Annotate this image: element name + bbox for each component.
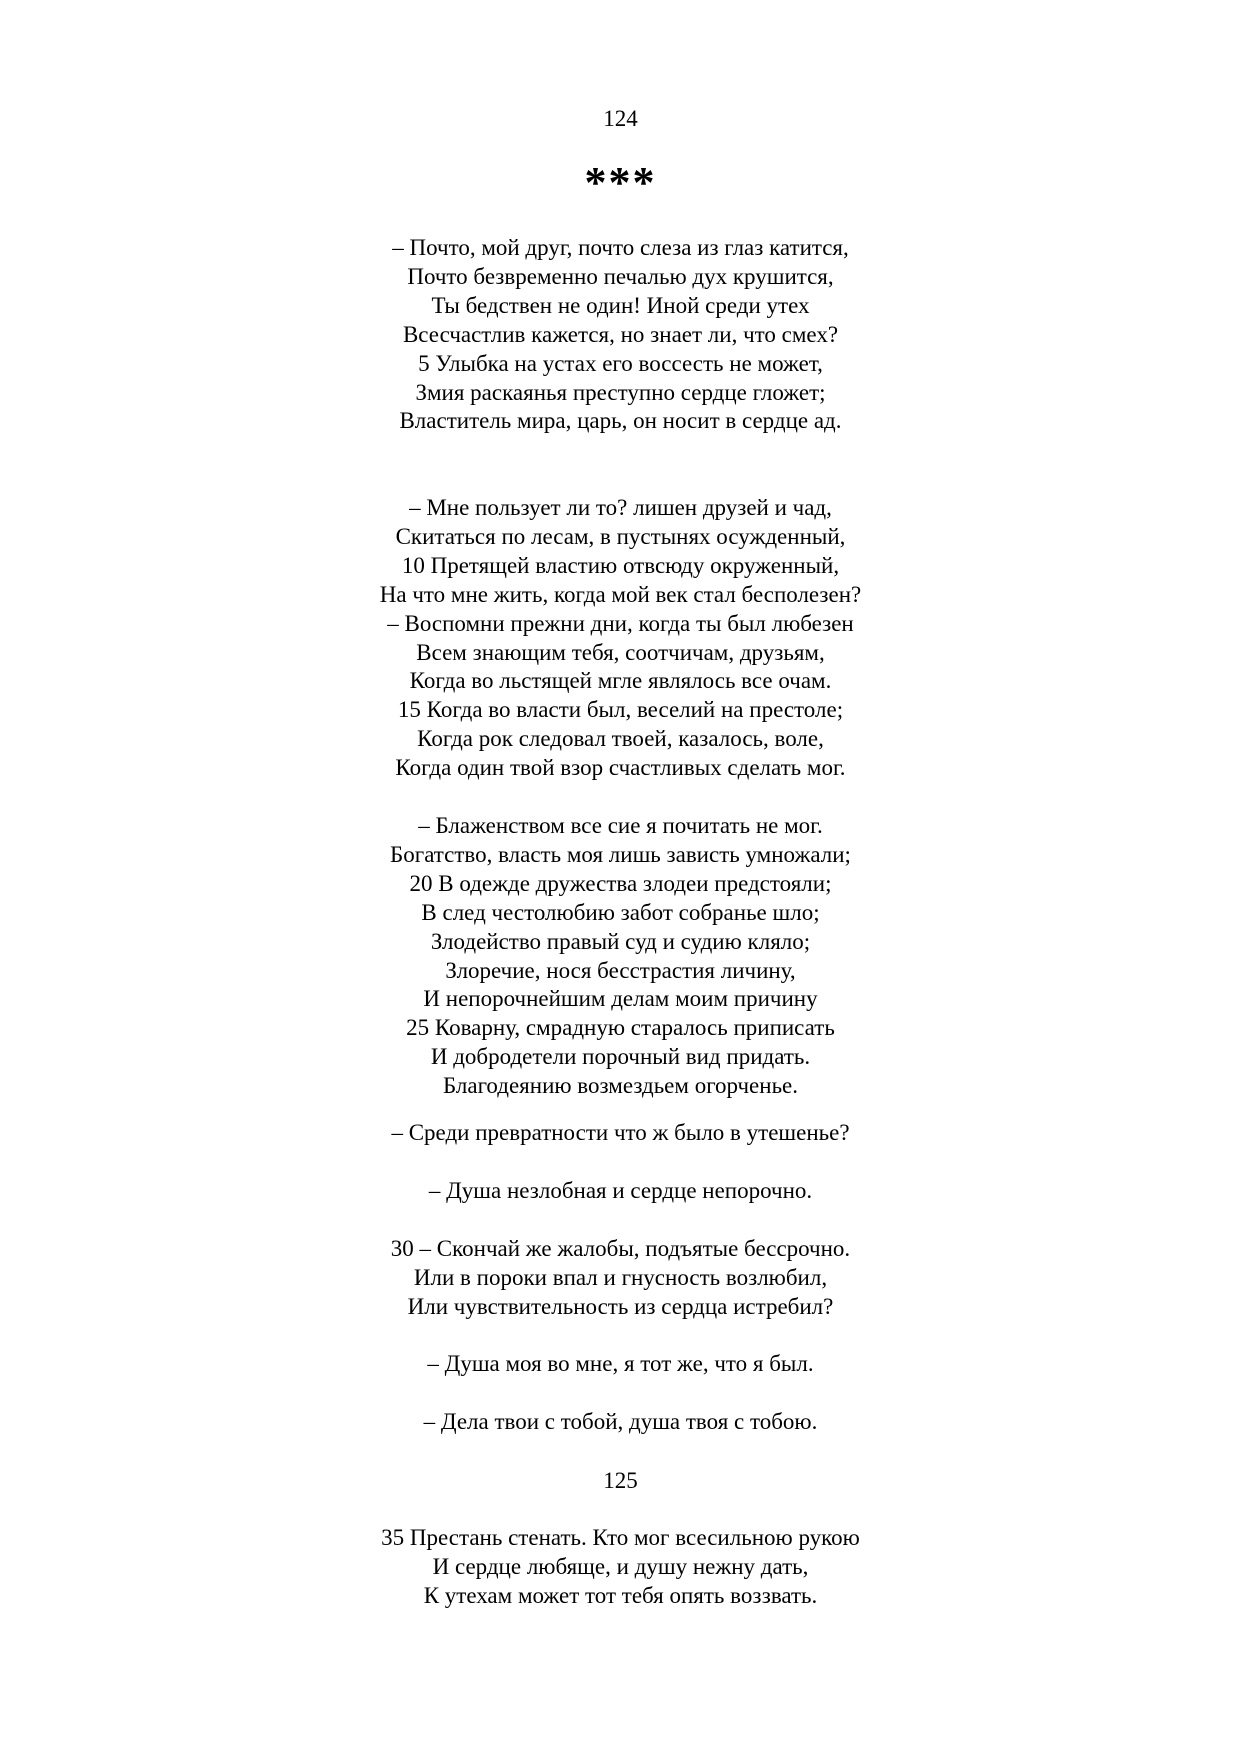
stanza-7 bbox=[0, 1350, 1241, 1379]
verse-line: Ты бедствен не один! Иной среди утех bbox=[431, 292, 810, 318]
verse-line: Всесчастлив кажется, но знает ли, что смех? bbox=[402, 321, 839, 347]
verse-line: 25 Коварну, смрадную старалось приписать bbox=[406, 1015, 835, 1041]
verse-line: Скитаться по лесам, в пустынях осужденный, bbox=[395, 523, 846, 549]
verse-line: К утехам может тот тебя опять воззвать. bbox=[423, 1582, 818, 1608]
stanza-5 bbox=[0, 1177, 1241, 1206]
stanza-3 bbox=[0, 812, 1241, 1101]
stanza-2 bbox=[0, 494, 1241, 783]
poem-title-asterisks: *** bbox=[584, 158, 657, 207]
verse-line: – Воспомни прежни дни, когда ты был любезен bbox=[387, 610, 854, 636]
page-number-bottom: 125 bbox=[603, 1468, 638, 1493]
verse-line: 15 Когда во власти был, веселий на престоле; bbox=[397, 697, 844, 723]
verse-line: – Почто, мой друг, почто слеза из глаз катится, bbox=[392, 235, 849, 260]
stanza-4 bbox=[0, 1119, 1241, 1148]
verse-line: – Дела твои с тобой, душа твоя с тобою. bbox=[423, 1409, 818, 1434]
verse-line: 35 Престань стенать. Кто мог всесильною рукою bbox=[381, 1525, 860, 1550]
verse-line: 10 Претящей властию отвсюду окруженный, bbox=[401, 552, 840, 578]
verse-line: – Душа незлобная и сердце непорочно. bbox=[428, 1178, 813, 1203]
verse-line: В след честолюбию забот собранье шло; bbox=[421, 899, 820, 925]
verse-line: Когда один твой взор счастливых сделать мог. bbox=[395, 755, 846, 781]
verse-line: 20 В одежде дружества злодеи предстояли; bbox=[409, 870, 832, 896]
verse-line: Богатство, власть моя лишь зависть умножали; bbox=[390, 841, 851, 867]
verse-line: Когда рок следовал твоей, казалось, воле, bbox=[417, 726, 824, 752]
verse-line: Злоречие, нося бесстрастия личину, bbox=[445, 957, 796, 983]
verse-line: И добродетели порочный вид придать. bbox=[430, 1044, 811, 1070]
verse-line: – Блаженством все сие я почитать не мог. bbox=[418, 813, 823, 838]
verse-line: И сердце любяще, и душу нежну дать, bbox=[432, 1553, 809, 1579]
stanza-1 bbox=[0, 234, 1241, 436]
verse-line: Или чувствительность из сердца истребил? bbox=[407, 1293, 834, 1319]
verse-line: Злодейство правый суд и судию кляло; bbox=[430, 928, 811, 954]
verse-line: – Мне пользует ли то? лишен друзей и чад, bbox=[409, 495, 832, 520]
verse-line: И непорочнейшим делам моим причину bbox=[423, 986, 818, 1012]
stanza-6 bbox=[0, 1235, 1241, 1322]
verse-line: Или в пороки впал и гнусность возлюбил, bbox=[413, 1264, 828, 1290]
verse-line: Благодеянию возмездьем огорченье. bbox=[442, 1073, 799, 1099]
stanza-continuation bbox=[0, 1524, 1241, 1611]
verse-line: Почто безвременно печалью дух крушится, bbox=[407, 263, 834, 289]
verse-line: – Среди превратности что ж было в утешенье? bbox=[391, 1120, 850, 1145]
verse-line: Властитель мира, царь, он носит в сердце ад. bbox=[399, 408, 842, 434]
page-number-top: 124 bbox=[603, 106, 638, 131]
verse-line: Всем знающим тебя, соотчичам, друзьям, bbox=[416, 639, 825, 665]
verse-line: 5 Улыбка на устах его воссесть не может, bbox=[418, 350, 823, 376]
verse-line: Когда во льстящей мгле являлось все очам. bbox=[409, 668, 832, 694]
verse-line: Змия раскаянья преступно сердце гложет; bbox=[415, 379, 826, 405]
verse-line: На что мне жить, когда мой век стал бесполезен? bbox=[379, 581, 862, 607]
stanza-8 bbox=[0, 1408, 1241, 1437]
verse-line: – Душа моя во мне, я тот же, что я был. bbox=[427, 1351, 814, 1376]
verse-line: 30 – Скончай же жалобы, подъятые бессрочно. bbox=[390, 1236, 851, 1261]
